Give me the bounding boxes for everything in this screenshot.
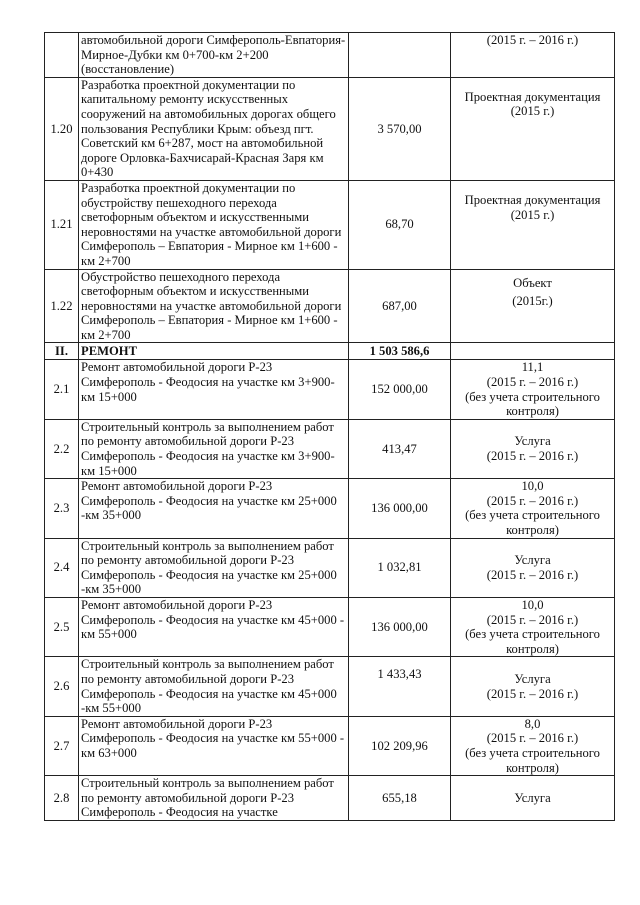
row-amount: 136 000,00: [349, 479, 451, 538]
table-row: [45, 657, 615, 716]
section-row: [45, 343, 615, 360]
result-line: Проектная документация: [464, 89, 601, 104]
row-result: [451, 657, 615, 716]
row-number: 2.6: [45, 657, 79, 716]
row-amount: 655,18: [349, 776, 451, 821]
row-description: Разработка проектной документации по обустройству пешеходного перехода светофорным объектом и искусственными неровностями на участке автомобильной дороги Симферополь – Евпатория - Мирное км 1+600 - км 2+700: [79, 180, 349, 269]
table-row: [45, 269, 615, 343]
result-line: (2015 г. – 2016 г.): [486, 449, 579, 464]
works-table: [44, 32, 615, 821]
result-line: (2015 г.): [510, 104, 555, 119]
row-description: Разработка проектной документации по капитальному ремонту искусственных сооружений на автомобильных дорогах общего пользования Республики Крым: объезд пгт. Советский км 6+287, мост на автомобильной дороге Орловка-Бахчисарай-Красная Заря км 0+430: [79, 77, 349, 180]
result-line: Услуга: [514, 790, 551, 805]
result-line: (2015 г. – 2016 г.): [486, 493, 579, 508]
row-description: Ремонт автомобильной дороги Р-23 Симферополь - Феодосия на участке км 55+000 - км 63+000: [79, 716, 349, 775]
result-line: (2015 г. – 2016 г.): [486, 33, 579, 47]
row-number: 2.8: [45, 776, 79, 821]
row-amount: 102 209,96: [349, 716, 451, 775]
row-number: 2.3: [45, 479, 79, 538]
result-line: (2015 г. – 2016 г.): [486, 731, 579, 746]
table-row: [45, 360, 615, 419]
row-description: Строительный контроль за выполнением работ по ремонту автомобильной дороги Р-23 Симферополь - Феодосия на участке км 3+900-км 15+000: [79, 419, 349, 478]
table-row: [45, 716, 615, 775]
row-number: 1.22: [45, 269, 79, 343]
row-description: Строительный контроль за выполнением работ по ремонту автомобильной дороги Р-23 Симферополь - Феодосия на участке: [79, 776, 349, 821]
result-line: 11,1: [521, 360, 544, 375]
table-row: [45, 597, 615, 656]
row-result: [451, 33, 615, 78]
row-number: [45, 33, 79, 78]
result-line: контроля): [506, 641, 559, 656]
table-row: [45, 419, 615, 478]
row-description: Ремонт автомобильной дороги Р-23 Симферополь - Феодосия на участке км 25+000 -км 35+000: [79, 479, 349, 538]
result-line: (2015 г.): [510, 207, 555, 222]
table-row: [45, 538, 615, 597]
row-result: [451, 77, 615, 180]
result-line: (2015 г. – 2016 г.): [486, 612, 579, 627]
table-row: [45, 776, 615, 821]
row-description: Ремонт автомобильной дороги Р-23 Симферополь - Феодосия на участке км 45+000 - км 55+000: [79, 597, 349, 656]
result-line: Объект: [513, 275, 552, 290]
row-result: [451, 479, 615, 538]
table-row: [45, 479, 615, 538]
result-line: 10,0: [521, 479, 544, 494]
result-line: (без учета строительного: [465, 745, 600, 760]
row-result: [451, 538, 615, 597]
works-table-body: [45, 33, 615, 821]
row-result: [451, 419, 615, 478]
row-description: автомобильной дороги Симферополь-Евпатория-Мирное-Дубки км 0+700-км 2+200 (восстановление): [79, 33, 349, 78]
row-number: 2.4: [45, 538, 79, 597]
result-line: 8,0: [524, 716, 541, 731]
row-result: [451, 180, 615, 269]
row-amount: 68,70: [349, 180, 451, 269]
result-line: контроля): [506, 760, 559, 775]
section-title: РЕМОНТ: [79, 343, 349, 360]
row-number: 1.20: [45, 77, 79, 180]
result-line: (без учета строительного: [465, 508, 600, 523]
row-number: 1.21: [45, 180, 79, 269]
row-description: Строительный контроль за выполнением работ по ремонту автомобильной дороги Р-23 Симферополь - Феодосия на участке км 45+000 -км 55+000: [79, 657, 349, 716]
row-number: 2.2: [45, 419, 79, 478]
result-line: (2015г.): [512, 293, 553, 308]
result-line: (2015 г. – 2016 г.): [486, 686, 579, 701]
row-result: [451, 360, 615, 419]
section-result: [451, 343, 615, 360]
row-number: 2.1: [45, 360, 79, 419]
result-line: (без учета строительного: [465, 389, 600, 404]
row-number: 2.7: [45, 716, 79, 775]
result-line: 10,0: [521, 597, 544, 612]
table-row: [45, 180, 615, 269]
row-amount: 3 570,00: [349, 77, 451, 180]
row-amount: 413,47: [349, 419, 451, 478]
table-row: [45, 77, 615, 180]
result-line: Услуга: [514, 434, 551, 449]
table-row: [45, 33, 615, 78]
row-description: Строительный контроль за выполнением работ по ремонту автомобильной дороги Р-23 Симферополь - Феодосия на участке км 25+000 -км 35+000: [79, 538, 349, 597]
result-line: контроля): [506, 404, 559, 419]
result-line: (без учета строительного: [465, 627, 600, 642]
section-number: II.: [45, 343, 79, 360]
row-result: [451, 776, 615, 821]
row-result: [451, 597, 615, 656]
result-line: Услуга: [514, 671, 551, 686]
section-amount: 1 503 586,6: [349, 343, 451, 360]
row-description: Ремонт автомобильной дороги Р-23 Симферополь - Феодосия на участке км 3+900-км 15+000: [79, 360, 349, 419]
row-result: [451, 269, 615, 343]
row-amount: 1 032,81: [349, 538, 451, 597]
result-line: контроля): [506, 523, 559, 537]
row-number: 2.5: [45, 597, 79, 656]
row-amount: 687,00: [349, 269, 451, 343]
result-line: (2015 г. – 2016 г.): [486, 567, 579, 582]
result-line: (2015 г. – 2016 г.): [486, 375, 579, 390]
row-description: Обустройство пешеходного перехода светофорным объектом и искусственными неровностями на участке автомобильной дороги Симферополь – Евпатория - Мирное км 1+600 - км 2+700: [79, 269, 349, 343]
result-line: Услуга: [514, 553, 551, 568]
row-result: [451, 716, 615, 775]
row-amount: 136 000,00: [349, 597, 451, 656]
row-amount: 1 433,43: [349, 657, 451, 716]
row-amount: 152 000,00: [349, 360, 451, 419]
row-amount: [349, 33, 451, 78]
result-line: Проектная документация: [464, 192, 601, 207]
